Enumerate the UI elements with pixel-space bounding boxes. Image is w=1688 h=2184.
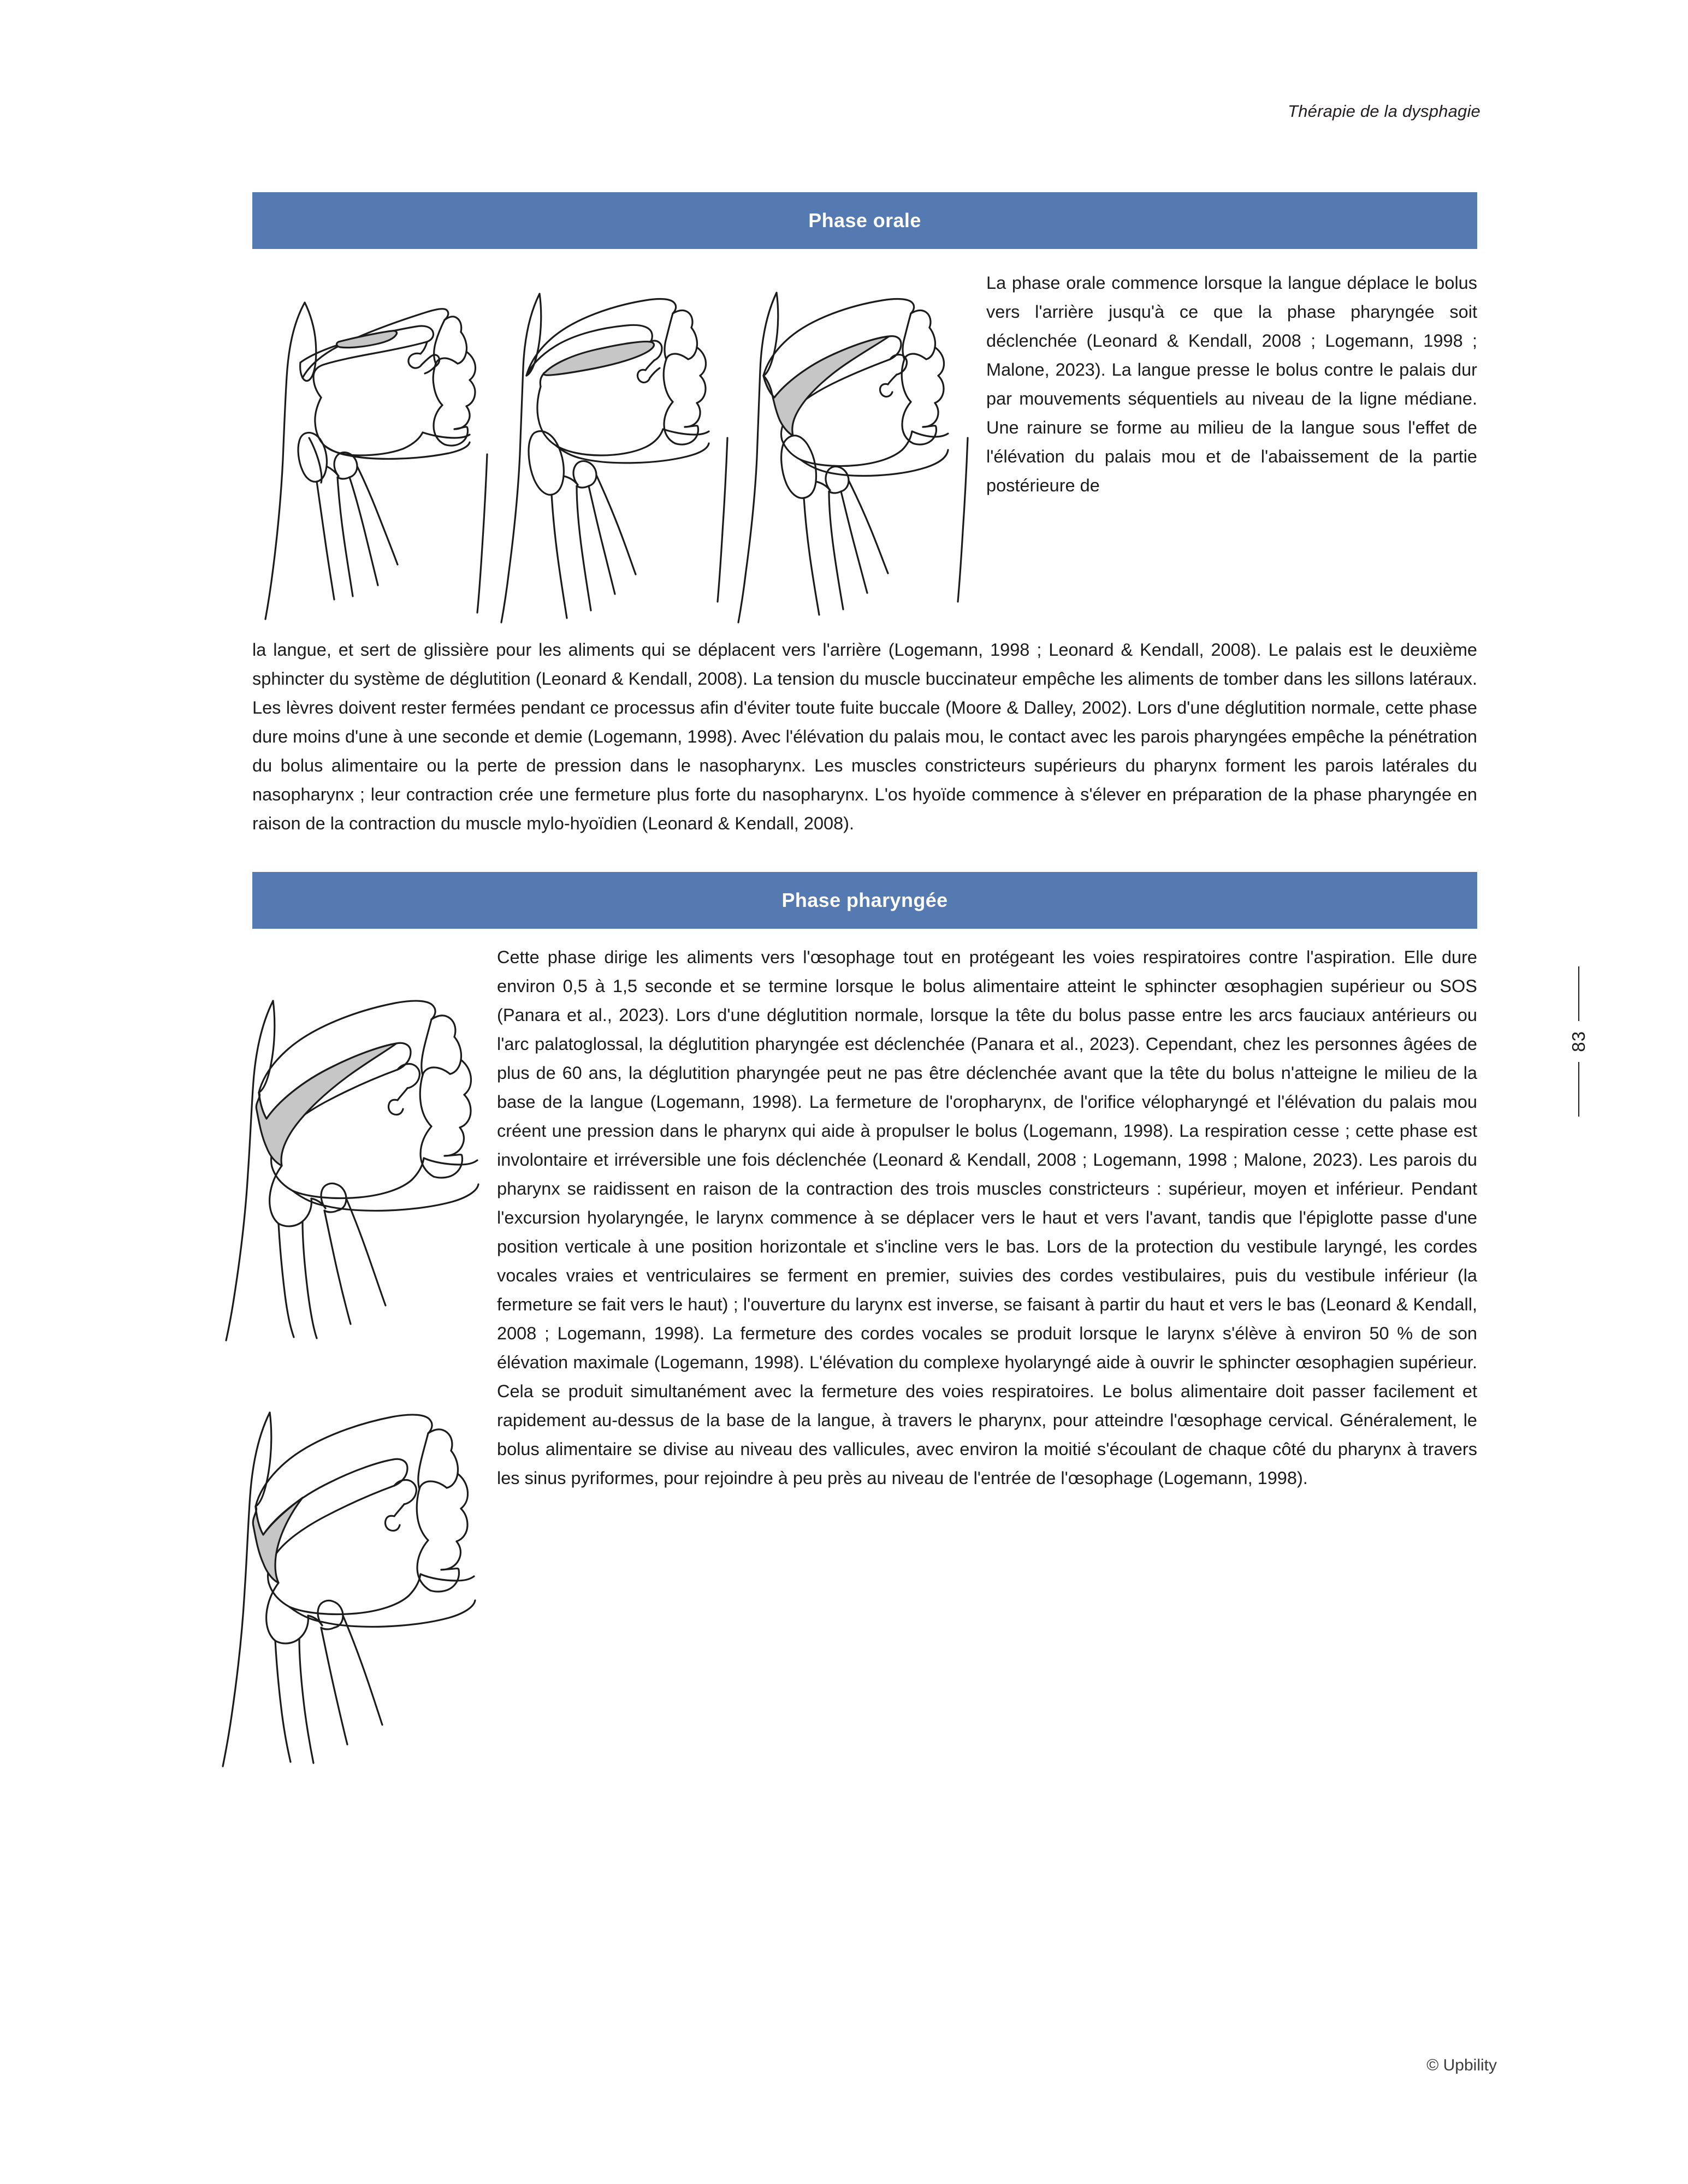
sagittal-pharyngeal-phase-1-figure (210, 948, 494, 1342)
mandible-and-floor-of-mouth (289, 1489, 475, 1627)
epiglottis-and-larynx (298, 432, 357, 483)
tongue-body (313, 342, 427, 455)
bolus-gray (253, 1498, 303, 1583)
pharyngeal-banner-wrapper (252, 872, 1477, 929)
sagittal-oral-phase-2-figure (493, 274, 733, 624)
pharynx-trachea-esophagus (317, 466, 398, 600)
oral-phase-block (252, 264, 1477, 624)
pharynx-trachea-esophagus (804, 480, 888, 615)
bolus-gray (543, 342, 654, 376)
section-banner-label: Phase pharyngée (781, 889, 948, 911)
teeth-and-lips (434, 320, 476, 429)
sagittal-pharyngeal-phase-2-figure (210, 1374, 494, 1767)
page-content (252, 192, 1477, 1767)
head-outline (738, 293, 968, 622)
section-banner-label: Phase orale (808, 209, 921, 232)
pharynx-trachea-esophagus (279, 1198, 386, 1338)
section-banner-phase-orale (252, 192, 1477, 249)
tongue-body (271, 1070, 424, 1198)
epiglottis-and-larynx (781, 436, 849, 498)
sagittal-oral-phase-3-figure (733, 274, 973, 624)
head-outline (501, 294, 727, 622)
epiglottis-and-larynx (266, 1583, 343, 1643)
teeth-and-lips (422, 1019, 471, 1156)
page-marker-rule-bottom (1578, 1062, 1579, 1117)
pharyngeal-phase-figure-group (210, 943, 472, 1767)
hard-palate-and-maxilla (259, 1001, 455, 1093)
sagittal-oral-phase-1-figure (252, 274, 493, 624)
teeth-and-lips (665, 313, 706, 427)
tongue-body (268, 1486, 420, 1615)
pharyngeal-phase-text (472, 943, 1477, 1493)
epiglottis-and-larynx (529, 431, 596, 495)
oral-phase-side-paragraph: La phase orale commence lorsque la langue déplace le bolus vers l'arrière jusqu'à ce que la phase pharyngée soit déclenchée (Leonard & Kendall, 2008 ; Logemann, 1998 ; Malone, 2023). La langue presse le bolus contre le palais dur par mouvements séquentiels au niveau de la ligne médiane. Une rainure se forme au milieu de la langue sous l'effet de l'élévation du palais mou et de l'abaissement de la partie postérieure de (986, 273, 1477, 495)
oral-phase-side-text (973, 264, 1477, 500)
page-marker-rule-top (1578, 966, 1579, 1021)
oral-phase-full-paragraph: la langue, et sert de glissière pour les aliments qui se déplacent vers l'arrière (Logemann, 1998 ; Leonard & Kendall, 2008). Le palais est le deuxième sphincter du système de déglutition (Leonard & Kendall, 2008). La tension du muscle buccinateur empêche les aliments de tomber dans les sillons latéraux. Les lèvres doivent rester fermées pendant ce processus afin d'éviter toute fuite buccale (Moore & Dalley, 2002). Lors d'une déglutition normale, cette phase dure moins d'une à une seconde et demie (Logemann, 1998). Avec l'élévation du palais mou, le contact avec les parois pharyngées empêche la pénétration du bolus alimentaire ou la perte de pression dans le nasopharynx. Les muscles constricteurs supérieurs du pharynx forment les parois latérales du nasopharynx ; leur contraction crée une fermeture plus forte du nasopharynx. L'os hyoïde commence à s'élever en préparation de la phase pharyngée en raison de la contraction du muscle mylo-hyoïdien (Leonard & Kendall, 2008). (252, 640, 1477, 833)
pharynx-trachea-esophagus (552, 475, 636, 618)
pharyngeal-phase-paragraph: Cette phase dirige les aliments vers l'œsophage tout en protégeant les voies respiratoires contre l'aspiration. Elle dure environ 0,5 à 1,5 seconde et se termine lorsque le bolus alimentaire atteint le sphincter œsophagien supérieur ou SOS (Panara et al., 2023). Lors d'une déglutition normale, lorsque la tête du bolus passe entre les arcs fauciaux antérieurs ou l'arc palatoglossal, la déglutition pharyngée est déclenchée (Panara et al., 2023). Cependant, chez les personnes âgées de plus de 60 ans, la déglutition pharyngée peut ne pas être déclenchée avant que la tête du bolus n'atteigne le milieu de la base de la langue (Logemann, 1998). La fermeture de l'oropharynx, de l'orifice vélopharyngé et l'élévation du palais mou créent une pression dans le pharynx qui aide à propulser le bolus (Logemann, 1998). La respiration cesse ; cette phase est involontaire et irréversible une fois déclenchée (Leonard & Kendall, 2008 ; Logemann, 1998 ; Malone, 2023). Les parois du pharynx se raidissent en raison de la contraction des trois muscles constricteurs : supérieur, moyen et inférieur. Pendant l'excursion hyolaryngée, le larynx commence à se déplacer vers le haut et vers l'avant, tandis que l'épiglotte passe d'une position verticale à une position horizontale et s'incline vers le bas. Lors de la protection du vestibule laryngé, les cordes vocales vraies et ventriculaires se ferment en premier, suivies des cordes vestibulaires, puis du vestibule inférieur (la fermeture se fait vers le haut) ; l'ouverture du larynx est inverse, se faisant à partir du haut et vers le bas (Leonard & Kendall, 2008 ; Logemann, 1998). La fermeture des cordes vocales se produit lorsque le larynx s'élève à environ 50 % de son élévation maximale (Logemann, 1998). L'élévation du complexe hyolaryngé aide à ouvrir le sphincter œsophagien supérieur. Cela se produit simultanément avec la fermeture des voies respiratoires. Le bolus alimentaire doit passer facilement et rapidement au-dessus de la base de la langue, à travers le pharynx, pour atteindre l'œsophage cervical. Généralement, le bolus alimentaire se divise au niveau des vallicules, avec environ la moitié s'écoulant de chaque côté du pharynx à travers les sinus pyriformes, pour rejoindre à peu près au niveau de l'entrée de l'œsophage (Logemann, 1998). (497, 947, 1477, 1488)
page-number: 83 (1568, 1031, 1589, 1052)
bolus-gray (256, 1043, 396, 1166)
pharynx-trachea-esophagus (275, 1616, 382, 1763)
head-outline (226, 1001, 273, 1340)
teeth-and-lips (903, 313, 944, 427)
running-header-title: Thérapie de la dysphagie (1288, 102, 1480, 121)
head-outline (223, 1413, 270, 1766)
teeth-and-lips (418, 1433, 468, 1570)
section-banner-phase-pharyngee (252, 872, 1477, 929)
page-number-marker (1546, 966, 1612, 1117)
pharyngeal-phase-block (252, 943, 1477, 1767)
mandible-and-floor-of-mouth (556, 359, 709, 463)
footer-copyright: © Upbility (1426, 2056, 1497, 2074)
hard-palate-and-maxilla (256, 1413, 452, 1506)
mandible-and-floor-of-mouth (324, 364, 470, 459)
oral-phase-figure-group (252, 264, 973, 624)
